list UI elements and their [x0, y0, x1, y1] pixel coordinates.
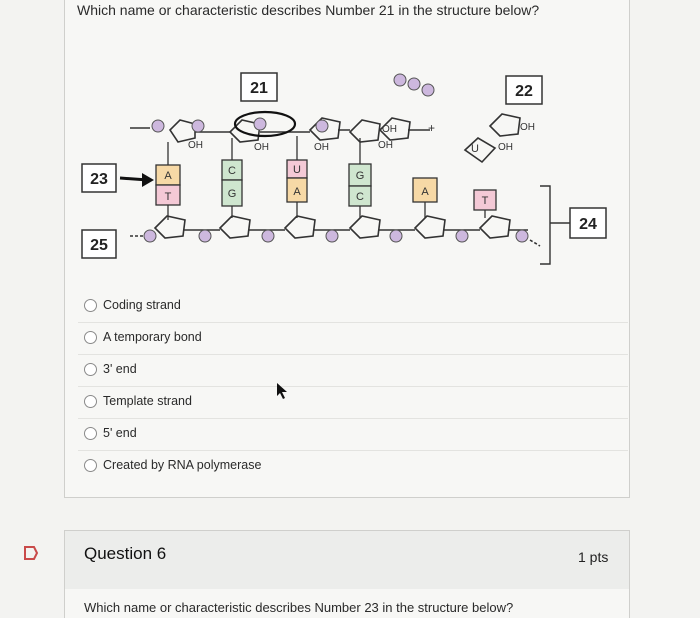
question-6-title: Question 6 [84, 544, 167, 563]
base-bottom-6: T [481, 195, 489, 207]
label-23: 23 [90, 171, 108, 188]
radio-button[interactable] [84, 331, 97, 344]
question-5-text: Which name or characteristic describes Number 21 in the structure below? [77, 2, 540, 18]
base-bottom-1: T [164, 191, 172, 203]
base-bottom-2: G [227, 188, 237, 200]
mouse-cursor-icon [276, 382, 290, 400]
option-template-strand[interactable]: Template strand [84, 394, 192, 408]
option-temporary-bond[interactable]: A temporary bond [84, 330, 202, 344]
base-top-5: A [421, 186, 429, 198]
radio-button[interactable] [84, 427, 97, 440]
label-25: 25 [90, 237, 108, 254]
oh-label-7: OH [498, 142, 513, 153]
oh-label-6: OH [520, 122, 535, 133]
oh-label-4: OH [382, 124, 397, 135]
dna-diagram [70, 40, 630, 280]
oh-label-2: OH [254, 142, 269, 153]
flag-question-icon[interactable] [22, 544, 40, 562]
base-top-4: G [355, 170, 365, 182]
option-coding-strand[interactable]: Coding strand [84, 298, 181, 312]
label-24: 24 [579, 216, 597, 233]
option-created-by-rna-polymerase[interactable]: Created by RNA polymerase [84, 458, 261, 472]
base-bottom-3: A [293, 186, 301, 198]
oh-label-3: OH [314, 142, 329, 153]
label-21: 21 [250, 80, 268, 97]
label-22: 22 [515, 83, 533, 100]
oh-label-1: OH [188, 140, 203, 151]
base-top-1: A [164, 170, 172, 182]
oh-label-5: OH [378, 140, 393, 151]
question-6-points: 1 pts [578, 549, 609, 565]
base-top-3: U [293, 164, 301, 176]
question-6-text: Which name or characteristic describes Number 23 in the structure below? [84, 600, 514, 615]
option-3-prime-end[interactable]: 3' end [84, 362, 137, 376]
base-top-2: C [228, 165, 236, 177]
base-bottom-4: C [356, 191, 364, 203]
radio-button[interactable] [84, 459, 97, 472]
plus-sign: + [428, 121, 436, 135]
option-5-prime-end[interactable]: 5' end [84, 426, 137, 440]
radio-button[interactable] [84, 395, 97, 408]
radio-button[interactable] [84, 363, 97, 376]
base-top-6: U [471, 143, 479, 155]
radio-button[interactable] [84, 299, 97, 312]
